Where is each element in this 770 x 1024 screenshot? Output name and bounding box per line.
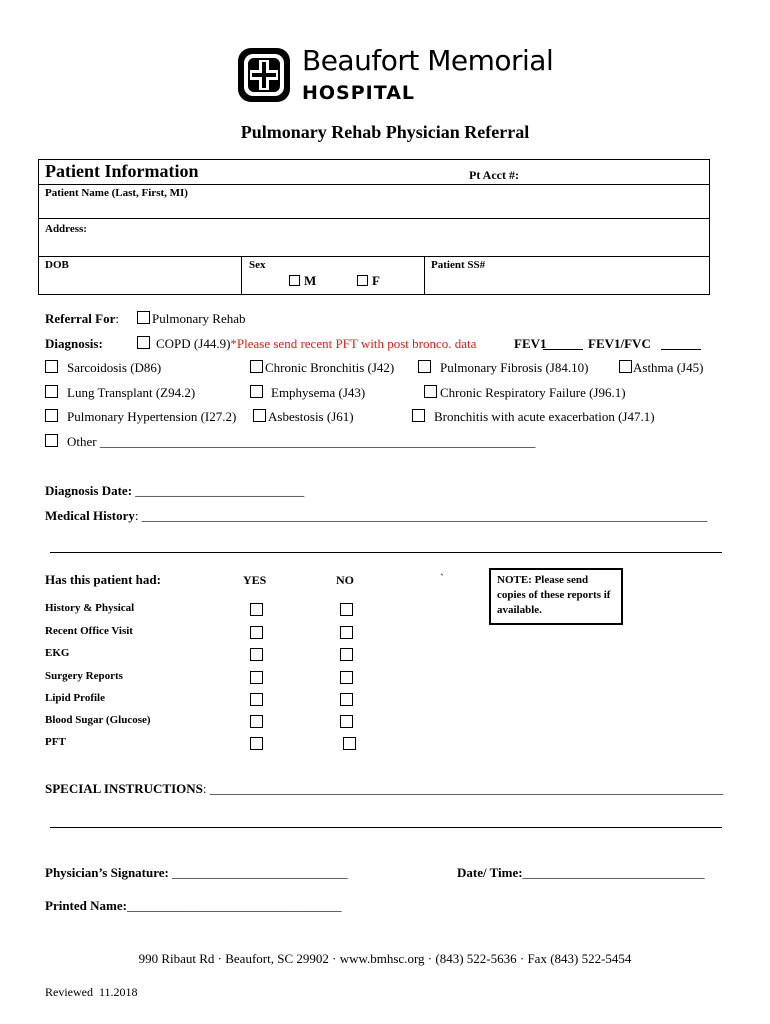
asthma-option[interactable]: Asthma (J45) — [619, 360, 703, 376]
referral-for-label: Referral For — [45, 311, 116, 326]
pulmonary-rehab-option[interactable]: Pulmonary Rehab — [137, 311, 246, 327]
referral-for-row: Referral For: — [45, 311, 119, 326]
sex-f-option[interactable]: F — [357, 273, 380, 289]
special-instructions-line-2[interactable] — [50, 827, 722, 828]
bronchitis-acute-checkbox[interactable] — [412, 409, 425, 422]
patient-ss-label: Patient SS# — [431, 259, 486, 271]
has-had-yes-checkbox[interactable] — [250, 737, 263, 750]
has-had-item-label: PFT — [45, 736, 66, 748]
bronchitis-acute-option[interactable]: Bronchitis with acute exacerbation (J47.1) — [412, 409, 655, 425]
chronic-resp-failure-checkbox[interactable] — [424, 385, 437, 398]
pulmonary-fibrosis-option[interactable]: Pulmonary Fibrosis (J84.10) — [418, 360, 588, 376]
has-had-yes-checkbox[interactable] — [250, 715, 263, 728]
lung-transplant-checkbox[interactable] — [45, 385, 58, 398]
chronic-bronchitis-checkbox[interactable] — [250, 360, 263, 373]
other-checkbox[interactable] — [45, 434, 58, 447]
hospital-name: Beaufort Memorial — [302, 44, 554, 77]
asbestosis-checkbox[interactable] — [253, 409, 266, 422]
emphysema-checkbox[interactable] — [250, 385, 263, 398]
sarcoidosis-option[interactable]: Sarcoidosis (D86) — [45, 360, 161, 376]
sex-m-checkbox[interactable] — [289, 275, 300, 286]
fev1-fvc-field[interactable] — [661, 349, 701, 350]
sex-label: Sex — [249, 259, 266, 271]
chronic-resp-failure-option[interactable]: Chronic Respiratory Failure (J96.1) — [424, 385, 626, 401]
asthma-checkbox[interactable] — [619, 360, 632, 373]
has-had-yes-checkbox[interactable] — [250, 671, 263, 684]
yes-header: YES — [243, 573, 267, 587]
sex-m-option[interactable]: M — [289, 273, 316, 289]
has-had-no-checkbox[interactable] — [340, 648, 353, 661]
sex-f-checkbox[interactable] — [357, 275, 368, 286]
patient-info-heading: Patient Information — [45, 161, 199, 181]
has-had-no-checkbox[interactable] — [343, 737, 356, 750]
sarcoidosis-checkbox[interactable] — [45, 360, 58, 373]
hospital-logo — [236, 44, 554, 106]
has-had-yes-checkbox[interactable] — [250, 626, 263, 639]
special-instructions-row[interactable]: SPECIAL INSTRUCTIONS: _______________________________________________________________________________ — [45, 781, 724, 796]
asbestosis-option[interactable]: Asbestosis (J61) — [253, 409, 354, 425]
physician-signature-row[interactable]: Physician’s Signature: ___________________________ — [45, 865, 348, 880]
medical-history-line-2[interactable] — [50, 552, 722, 553]
has-had-label: Has this patient had: — [45, 572, 161, 587]
has-had-item-label: EKG — [45, 647, 70, 659]
pt-acct-label: Pt Acct #: — [469, 168, 519, 182]
has-had-item-label: Surgery Reports — [45, 670, 123, 682]
has-had-item-label: Blood Sugar (Glucose) — [45, 714, 151, 726]
fev1-fvc-label: FEV1/FVC — [588, 336, 651, 351]
copd-checkbox[interactable] — [137, 336, 150, 349]
lung-transplant-option[interactable]: Lung Transplant (Z94.2) — [45, 385, 195, 401]
reviewed-date: Reviewed 11.2018 — [45, 985, 138, 999]
form-title: Pulmonary Rehab Physician Referral — [240, 122, 530, 142]
copd-option[interactable]: COPD (J44.9)*Please send recent PFT with post bronco. data — [137, 336, 476, 352]
address-label: Address: — [45, 223, 87, 235]
has-had-yes-checkbox[interactable] — [250, 603, 263, 616]
patient-name-label: Patient Name (Last, First, MI) — [45, 187, 188, 199]
pulmonary-hypertension-checkbox[interactable] — [45, 409, 58, 422]
medical-history-row[interactable]: Medical History: _______________________________________________________________________________________ — [45, 508, 708, 523]
note-box: NOTE: Please send copies of these reports if available. — [489, 568, 623, 625]
has-had-no-checkbox[interactable] — [340, 715, 353, 728]
diagnosis-label: Diagnosis: — [45, 336, 103, 351]
has-had-yes-checkbox[interactable] — [250, 648, 263, 661]
fev1-field[interactable] — [543, 349, 583, 350]
has-had-no-checkbox[interactable] — [340, 626, 353, 639]
has-had-no-checkbox[interactable] — [340, 693, 353, 706]
fev1-label: FEV1 — [514, 336, 547, 351]
copd-note: *Please send recent PFT with post bronco. data — [230, 336, 477, 351]
stray-mark: ` — [440, 571, 444, 585]
date-time-row[interactable]: Date/ Time:____________________________ — [457, 865, 705, 880]
has-had-no-checkbox[interactable] — [340, 603, 353, 616]
diagnosis-date-row[interactable]: Diagnosis Date: __________________________ — [45, 483, 305, 498]
has-had-no-checkbox[interactable] — [340, 671, 353, 684]
hospital-subtitle: HOSPITAL — [302, 82, 416, 104]
no-header: NO — [336, 573, 354, 587]
printed-name-row[interactable]: Printed Name:_________________________________ — [45, 898, 342, 913]
emphysema-option[interactable]: Emphysema (J43) — [250, 385, 365, 401]
chronic-bronchitis-option[interactable]: Chronic Bronchitis (J42) — [250, 360, 394, 376]
pulmonary-fibrosis-checkbox[interactable] — [418, 360, 431, 373]
pulmonary-rehab-checkbox[interactable] — [137, 311, 150, 324]
other-option[interactable]: Other ___________________________________________________________________ — [45, 434, 535, 450]
has-had-yes-checkbox[interactable] — [250, 693, 263, 706]
has-had-item-label: Recent Office Visit — [45, 625, 133, 637]
pulmonary-hypertension-option[interactable]: Pulmonary Hypertension (I27.2) — [45, 409, 236, 425]
has-had-item-label: Lipid Profile — [45, 692, 105, 704]
dob-label: DOB — [45, 259, 69, 271]
has-had-item-label: History & Physical — [45, 602, 135, 614]
cross-emblem-icon — [236, 46, 292, 104]
footer-address: 990 Ribaut Rd · Beaufort, SC 29902 · www.bmhsc.org · (843) 522-5636 · Fax (843) 522-5454 — [138, 951, 632, 966]
